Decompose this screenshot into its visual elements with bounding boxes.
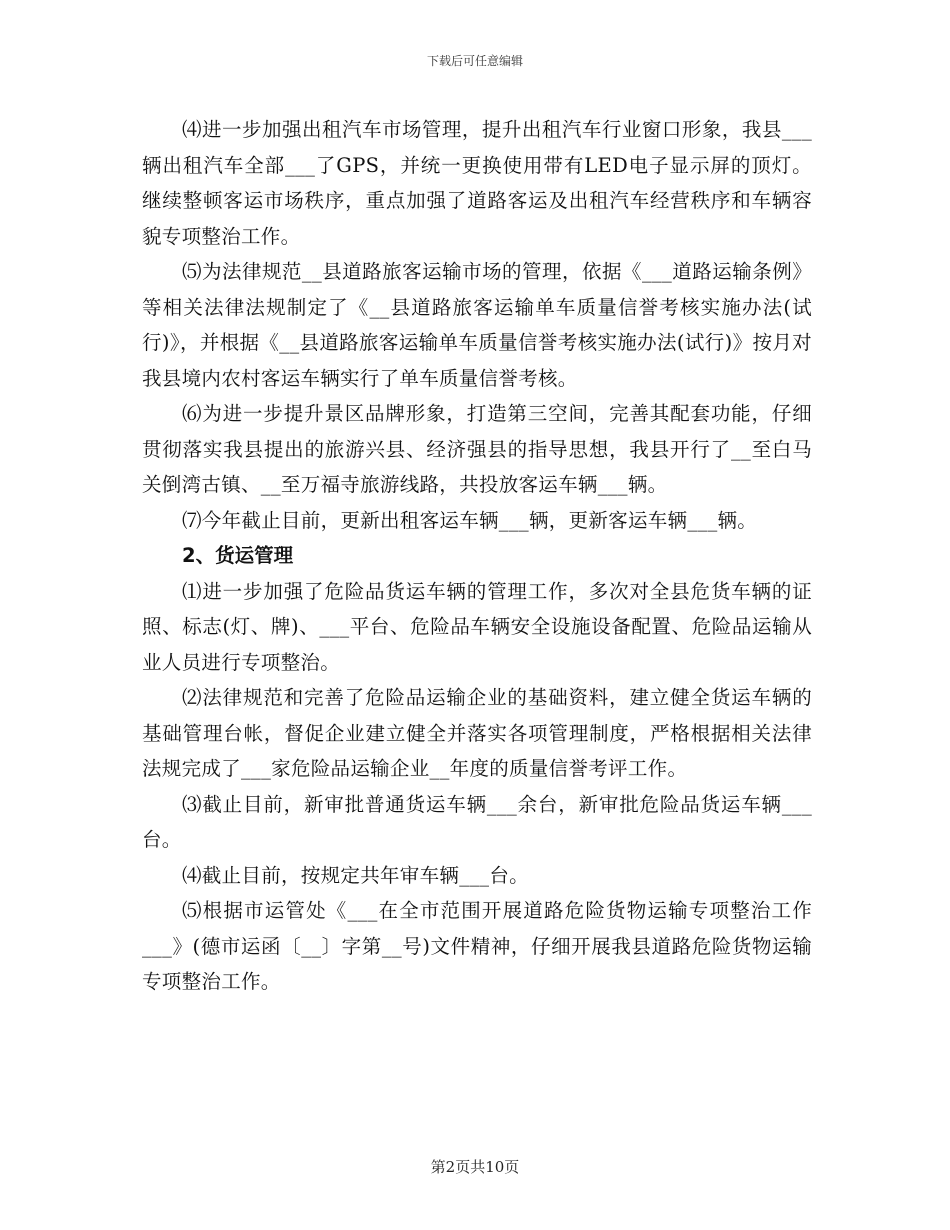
paragraph-passenger-item-7: ⑺今年截止目前，更新出租客运车辆___辆，更新客运车辆___辆。 <box>182 508 758 532</box>
paragraph-freight-item-2: ⑵法律规范和完善了危险品运输企业的基础资料，建立健全货运车辆的基础管理台帐，督促企业建立健全并落实各项管理制度，严格根据相关法律法规完成了___家危险品运输企业__年度的质量信誉考评工作。 <box>142 686 812 780</box>
section-heading-freight: 2、货运管理 <box>182 544 294 567</box>
paragraph-freight-item-1: ⑴进一步加强了危险品货运车辆的管理工作，多次对全县危货车辆的证照、标志(灯、牌)、___平台、危险品车辆安全设施设备配置、危险品运输从业人员进行专项整治。 <box>142 579 812 674</box>
paragraph-freight-item-4: ⑷截止目前，按规定共年审车辆___台。 <box>182 863 529 887</box>
paragraph-passenger-item-4: ⑷进一步加强出租汽车市场管理，提升出租汽车行业窗口形象，我县___辆出租汽车全部___了GPS，并统一更换使用带有LED电子显示屏的顶灯。继续整顿客运市场秩序，重点加强了道路客运及出租汽车经营秩序和车辆容貌专项整治工作。 <box>142 118 812 248</box>
paragraph-passenger-item-5: ⑸为法律规范__县道路旅客运输市场的管理，依据《___道路运输条例》等相关法律法规制定了《__县道路旅客运输单车质量信誉考核实施办法(试行)》，并根据《__县道路旅客运输单车质量信誉考核实施办法(试行)》按月对我县境内农村客运车辆实行了单车质量信誉考核。 <box>142 260 812 390</box>
page-header-note: 下载后可任意编辑 <box>426 54 523 68</box>
page-number-footer: 第2页共10页 <box>430 1158 520 1176</box>
paragraph-freight-item-3: ⑶截止目前，新审批普通货运车辆___余台，新审批危险品货运车辆___台。 <box>142 792 812 851</box>
document-body <box>142 112 812 1000</box>
paragraph-freight-item-5: ⑸根据市运管处《___在全市范围开展道路危险货物运输专项整治工作___》(德市运函〔__〕字第__号)文件精神，仔细开展我县道路危险货物运输专项整治工作。 <box>142 899 812 993</box>
paragraph-passenger-item-6: ⑹为进一步提升景区品牌形象，打造第三空间，完善其配套功能，仔细贯彻落实我县提出的旅游兴县、经济强县的指导思想，我县开行了__至白马关倒湾古镇、__至万福寺旅游线路，共投放客运车辆___辆。 <box>142 402 812 496</box>
